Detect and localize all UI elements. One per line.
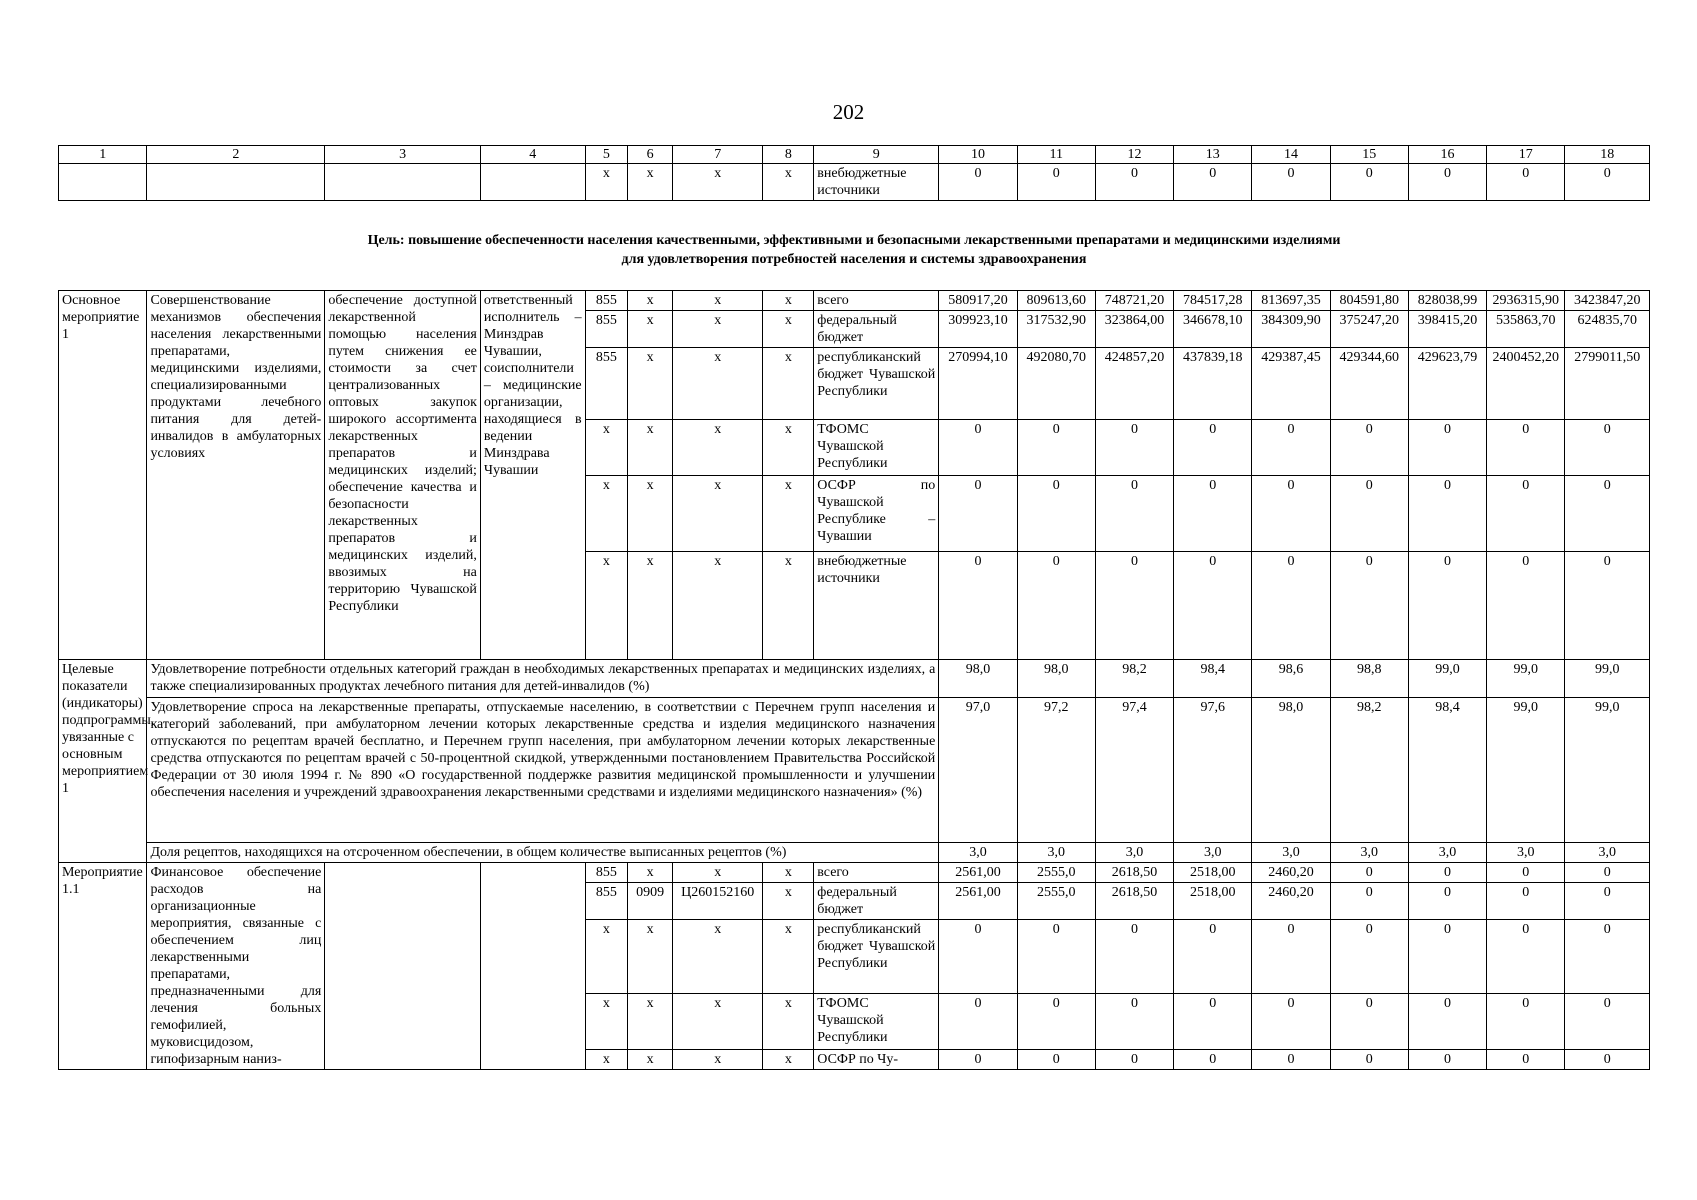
source-cell: республиканский бюджет Чувашской Республики (814, 920, 939, 994)
col-num: 10 (939, 146, 1017, 164)
source-cell: ОСФР по Чу- (814, 1050, 939, 1070)
main-event-label: Основное мероприятие 1 (59, 291, 147, 660)
col-num: 16 (1408, 146, 1486, 164)
col-num: 13 (1174, 146, 1252, 164)
source-cell: всего (814, 291, 939, 311)
source-cell: ТФОМС Чувашской Республики (814, 994, 939, 1050)
table-row: х х х х ТФОМС Чувашской Республики 0 0 0 0 0 0 0 0 0 (59, 420, 1650, 476)
col-num: 14 (1252, 146, 1330, 164)
goal-heading: Цель: повышение обеспеченности населения качественными, эффективными и безопасными лекарственными препаратами и медицинскими изделиями для удовлетворения потребностей населения и системы здравоохранения (367, 233, 1341, 267)
col-num: 12 (1095, 146, 1173, 164)
table-row: х х х х ОСФР по Чу- 0 0 0 0 0 0 0 0 0 (59, 1050, 1650, 1070)
col-num: 4 (480, 146, 585, 164)
table-row: 855 0909 Ц260152160 х федеральный бюджет 2561,00 2555,0 2618,50 2518,00 2460,20 0 0 0 0 (59, 883, 1650, 920)
source-cell: ТФОМС Чувашской Республики (814, 420, 939, 476)
indicator-text: Удовлетворение потребности отдельных категорий граждан в необходимых лекарственных препаратах и медицинских изделиях, а также специализированных продуктах лечебного питания для детей-инвалидов (%) (147, 660, 939, 698)
col-num: 2 (147, 146, 325, 164)
col-num: 5 (585, 146, 628, 164)
col-num: 6 (628, 146, 673, 164)
source-cell: ОСФР по Чувашской Республике – Чувашии (814, 476, 939, 552)
table-row: Целевые показатели (индикаторы) подпрограммы, увязанные с основным мероприятием 1 Удовлетворение потребности отдельных категорий граждан в необходимых лекарственных препаратах и медицинских изделиях, а также специализированных продуктах лечебного питания для детей-инвалидов (%) 98,0 98,0 98,2 98,4 98,6 98,8 99,0 99,0 99,0 (59, 660, 1650, 698)
source-cell: внебюджетные источники (814, 552, 939, 660)
source-cell: всего (814, 863, 939, 883)
col-num: 18 (1565, 146, 1650, 164)
indicator-text: Удовлетворение спроса на лекарственные препараты, отпускаемые населению, в соответствии с Перечнем групп населения и категорий заболеваний, при амбулаторном лечении которых лекарственные средства и изделия медицинского назначения отпускаются по рецептам врачей бесплатно, и Перечнем групп населения, при амбулаторном лечении которых лекарственные средства отпускаются по рецептам врачей с 50-процентной скидкой, утвержденными постановлением Правительства Российской Федерации от 30 июля 1994 г. № 890 «О государственной поддержке развития медицинской промышленности и улучшении обеспечения населения и учреждений здравоохранения лекарственными средствами и изделиями медицинского назначения» (%) (147, 698, 939, 843)
col-num: 17 (1487, 146, 1565, 164)
table-row: 855 х х х республиканский бюджет Чувашской Республики 270994,10 492080,70 424857,20 437839,18 429387,45 429344,60 429623,79 2400452,20 2799011,50 (59, 348, 1650, 420)
column-number-row (59, 146, 1650, 164)
col-num: 15 (1330, 146, 1408, 164)
col-num: 1 (59, 146, 147, 164)
table-row: х х х х ОСФР по Чувашской Республике – Чувашии 0 0 0 0 0 0 0 0 0 (59, 476, 1650, 552)
page-number: 202 (832, 100, 865, 124)
table-row: Удовлетворение спроса на лекарственные препараты, отпускаемые населению, в соответствии с Перечнем групп населения и категорий заболеваний, при амбулаторном лечении которых лекарственные средства и изделия медицинского назначения отпускаются по рецептам врачей бесплатно, и Перечнем групп населения, при амбулаторном лечении которых лекарственные средства отпускаются по рецептам врачей с 50-процентной скидкой, утвержденными постановлением Правительства Российской Федерации от 30 июля 1994 г. № 890 «О государственной поддержке развития медицинской промышленности и улучшении обеспечения населения и учреждений здравоохранения лекарственными средствами и изделиями медицинского назначения» (%) 97,0 97,2 97,4 97,6 98,0 98,2 98,4 99,0 99,0 (59, 698, 1650, 843)
indicator-text: Доля рецептов, находящихся на отсроченном обеспечении, в общем количестве выписанных рецептов (%) (147, 843, 939, 863)
measure-label: Мероприятие 1.1 (59, 863, 147, 1070)
table-row: Мероприятие 1.1 Финансовое обеспечение расходов на организационные мероприятия, связанные с обеспечением лиц лекарственными препаратами, предназначенными для лечения больных гемофилией, муковисцидозом, гипофизарным наниз- 855 х х х всего 2561,00 2555,0 2618,50 2518,00 2460,20 0 0 0 0 (59, 863, 1650, 883)
table-row: х х х х ТФОМС Чувашской Республики 0 0 0 0 0 0 0 0 0 (59, 994, 1650, 1050)
measure-name: Финансовое обеспечение расходов на организационные мероприятия, связанные с обеспечением лиц лекарственными препаратами, предназначенными для лечения больных гемофилией, муковисцидозом, гипофизарным наниз- (147, 863, 325, 1070)
main-table (58, 290, 1650, 1070)
source-cell: республиканский бюджет Чувашской Республики (814, 348, 939, 420)
table-row: Основное мероприятие 1 Совершенствование механизмов обеспечения населения лекарственными препаратами, медицинскими изделиями, специализированными продуктами лечебного питания для детей-инвалидов в амбулаторных условиях обеспечение доступной лекарственной помощью населения путем снижения ее стоимости за счет централизованных оптовых закупок широкого ассортимента лекарственных препаратов и медицинских изделий; обеспечение качества и безопасности лекарственных препаратов и медицинских изделий, ввозимых на территорию Чувашской Республики ответственный исполнитель – Минздрав Чувашии, соисполнители – медицинские организации, находящиеся в ведении Минздрава Чувашии 855 х х х всего 580917,20 809613,60 748721,20 784517,28 813697,35 804591,80 828038,99 2936315,90 3423847,20 (59, 291, 1650, 311)
col-num: 9 (814, 146, 939, 164)
table-row: Доля рецептов, находящихся на отсроченном обеспечении, в общем количестве выписанных рецептов (%) 3,0 3,0 3,0 3,0 3,0 3,0 3,0 3,0 3,0 (59, 843, 1650, 863)
main-event-description: обеспечение доступной лекарственной помощью населения путем снижения ее стоимости за счет централизованных оптовых закупок широкого ассортимента лекарственных препаратов и медицинских изделий; обеспечение качества и безопасности лекарственных препаратов и медицинских изделий, ввозимых на территорию Чувашской Республики (325, 291, 481, 660)
col-num: 3 (325, 146, 481, 164)
col-num: 7 (672, 146, 762, 164)
source-cell: федеральный бюджет (814, 883, 939, 920)
indicators-label: Целевые показатели (индикаторы) подпрограммы, увязанные с основным мероприятием 1 (59, 660, 147, 863)
header-table (58, 145, 1650, 201)
table-row: х х х х республиканский бюджет Чувашской Республики 0 0 0 0 0 0 0 0 0 (59, 920, 1650, 994)
source-cell: внебюджетные источники (814, 164, 939, 201)
table-row: 855 х х х федеральный бюджет 309923,10 317532,90 323864,00 346678,10 384309,90 375247,20 398415,20 535863,70 624835,70 (59, 311, 1650, 348)
col-num: 8 (763, 146, 814, 164)
table-row: х х х х внебюджетные источники 0 0 0 0 0 0 0 0 0 (59, 552, 1650, 660)
main-event-executor: ответственный исполнитель – Минздрав Чувашии, соисполнители – медицинские организации, находящиеся в ведении Минздрава Чувашии (480, 291, 585, 660)
col-num: 11 (1017, 146, 1095, 164)
source-cell: федеральный бюджет (814, 311, 939, 348)
table-row: х х х х внебюджетные источники 0 0 0 0 0 0 0 0 0 (59, 164, 1650, 201)
main-event-name: Совершенствование механизмов обеспечения населения лекарственными препаратами, медицинскими изделиями, специализированными продуктами лечебного питания для детей-инвалидов в амбулаторных условиях (147, 291, 325, 660)
